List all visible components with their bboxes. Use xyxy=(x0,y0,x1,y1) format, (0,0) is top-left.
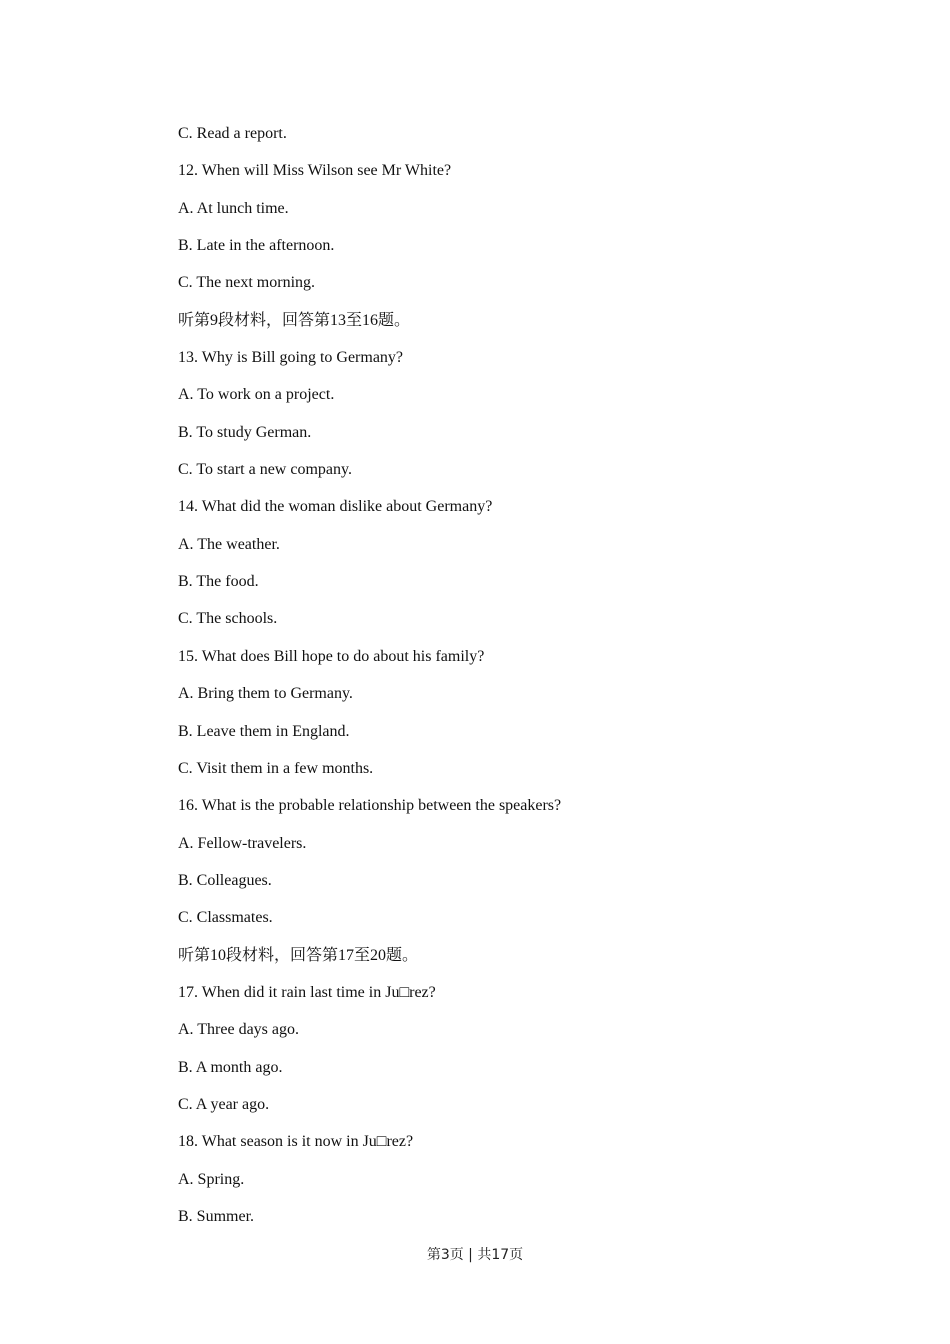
option-line: C. The schools. xyxy=(178,610,278,628)
question-line: 18. What season is it now in Ju□rez? xyxy=(178,1133,414,1151)
option-line: C. A year ago. xyxy=(178,1095,270,1113)
section-instruction: 听第10段材料，回答第17至20题。 xyxy=(178,946,419,964)
page-content xyxy=(178,123,878,1243)
option-line: A. To work on a project. xyxy=(178,386,335,404)
section-instruction: 听第9段材料，回答第13至16题。 xyxy=(178,311,411,329)
option-line: B. A month ago. xyxy=(178,1058,283,1076)
question-line: 16. What is the probable relationship between the speakers? xyxy=(178,797,562,815)
question-line: 14. What did the woman dislike about Germany? xyxy=(178,498,493,516)
question-line: 15. What does Bill hope to do about his family? xyxy=(178,647,485,665)
option-line: C. To start a new company. xyxy=(178,461,352,479)
question-line: 13. Why is Bill going to Germany? xyxy=(178,349,404,367)
option-line: B. Late in the afternoon. xyxy=(178,237,335,255)
option-line: A. Spring. xyxy=(178,1170,245,1188)
option-line: A. Three days ago. xyxy=(178,1021,299,1039)
option-line: A. At lunch time. xyxy=(178,199,289,217)
option-line: B. Leave them in England. xyxy=(178,722,350,740)
page-footer: 第3页 | 共17页 xyxy=(426,1247,524,1263)
option-line: B. Summer. xyxy=(178,1207,255,1225)
option-line: A. Fellow-travelers. xyxy=(178,834,307,852)
option-line: A. Bring them to Germany. xyxy=(178,685,353,703)
option-line: C. Classmates. xyxy=(178,909,273,927)
option-line: C. Visit them in a few months. xyxy=(178,759,374,777)
question-line: 12. When will Miss Wilson see Mr White? xyxy=(178,162,452,180)
option-line: C. Read a report. xyxy=(178,125,287,142)
option-line: B. The food. xyxy=(178,573,259,591)
option-line: A. The weather. xyxy=(178,535,280,553)
option-line: B. To study German. xyxy=(178,423,312,441)
option-line: B. Colleagues. xyxy=(178,871,272,889)
option-line: C. The next morning. xyxy=(178,274,316,292)
question-line: 17. When did it rain last time in Ju□rez? xyxy=(178,983,436,1001)
